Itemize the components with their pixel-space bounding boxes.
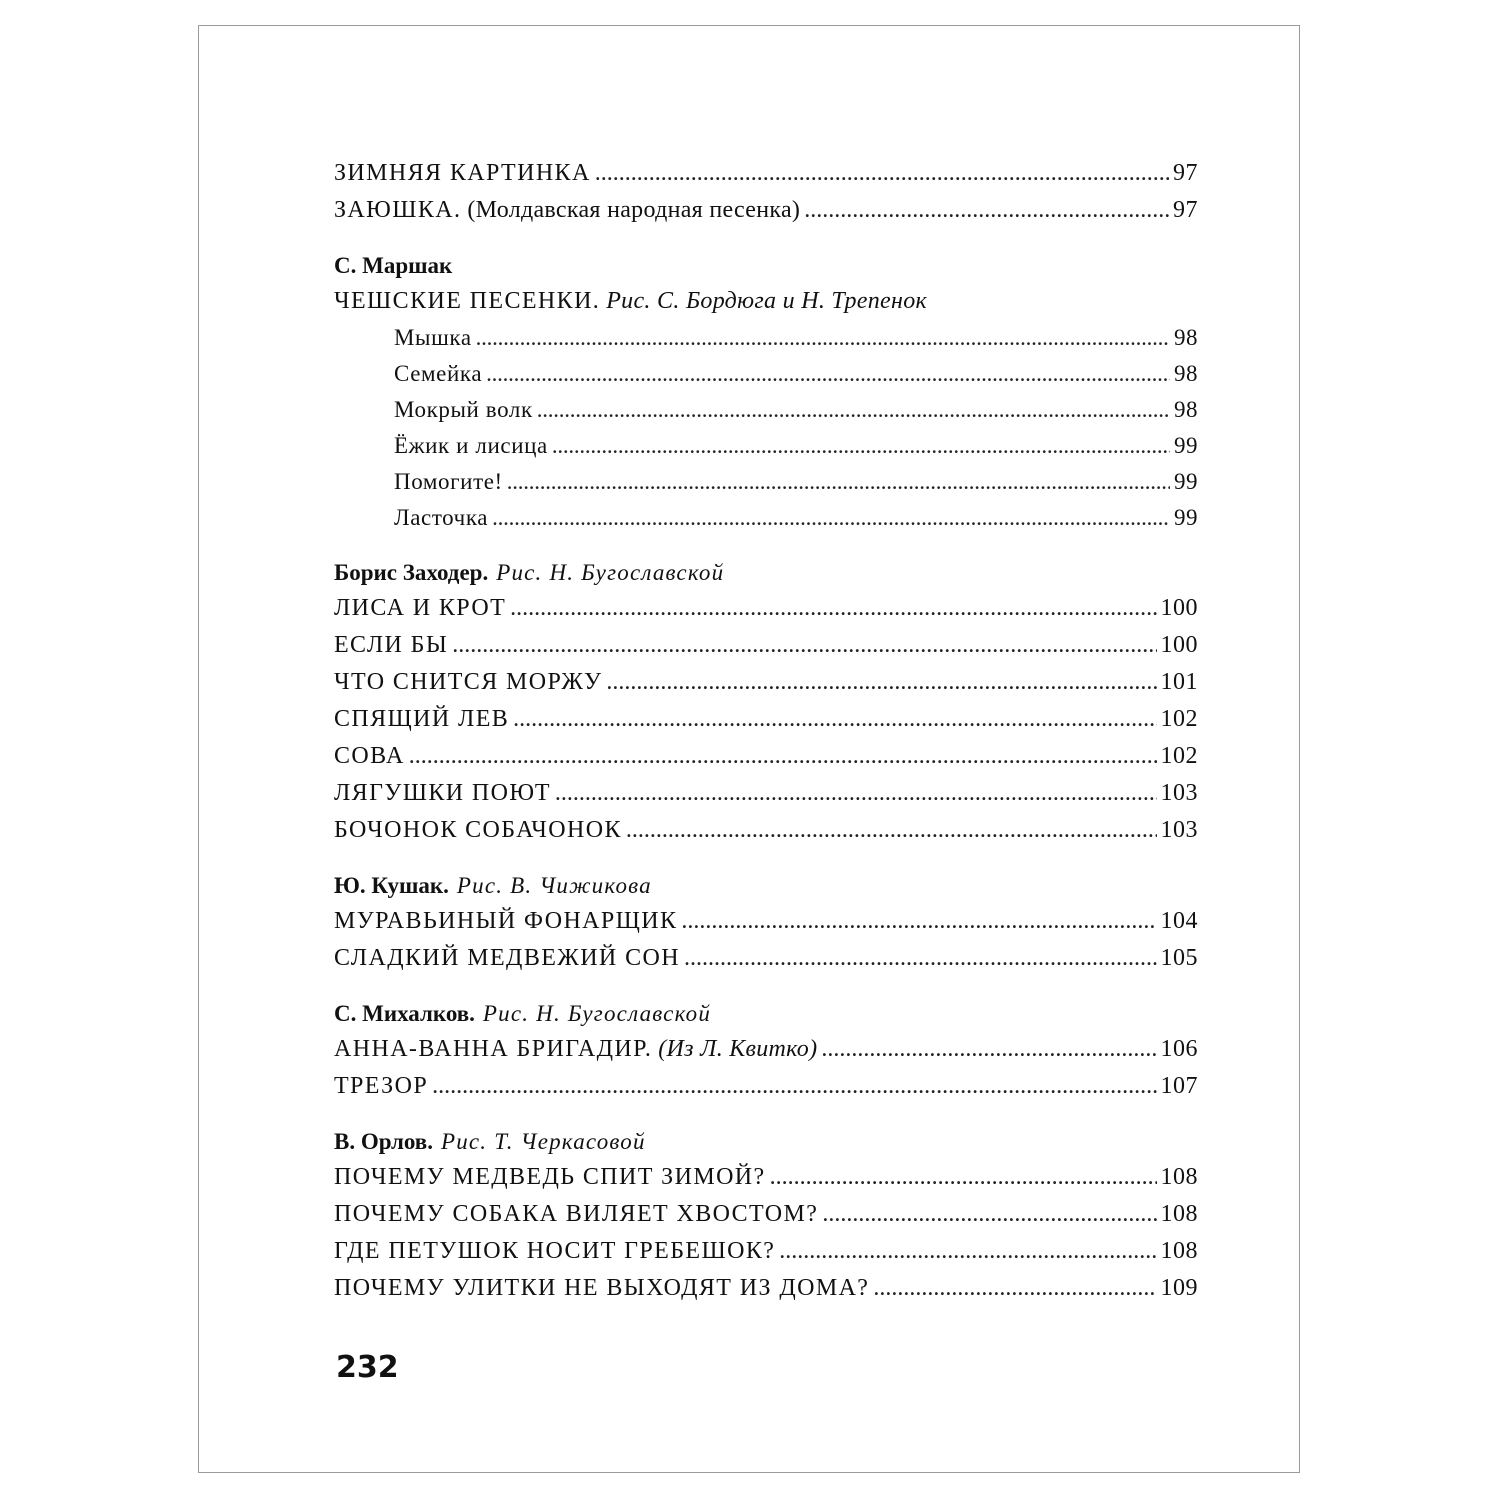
entry-page: 106 <box>1160 1036 1198 1062</box>
entry-page: 102 <box>1160 706 1198 732</box>
entry-title: ПОЧЕМУ СОБАКА ВИЛЯЕТ ХВОСТОМ? <box>334 1201 819 1227</box>
toc-entry <box>334 1196 1198 1233</box>
entry-title: ЛЯГУШКИ ПОЮТ <box>334 780 551 806</box>
section-gap <box>334 977 1198 997</box>
author-line <box>334 556 1198 590</box>
entry-page: 97 <box>1173 197 1198 223</box>
dot-leader <box>606 664 1156 701</box>
entry-page: 99 <box>1174 433 1198 458</box>
entry-page: 105 <box>1160 945 1198 971</box>
entry-title: СЛАДКИЙ МЕДВЕЖИЙ СОН <box>334 945 680 971</box>
dot-leader <box>552 428 1170 464</box>
dot-leader <box>513 701 1156 738</box>
author-line <box>334 249 1198 283</box>
entry-page: 104 <box>1160 908 1198 934</box>
entry-page: 108 <box>1160 1201 1198 1227</box>
dot-leader <box>595 155 1169 192</box>
dot-leader <box>486 356 1170 392</box>
entry-page: 100 <box>1160 595 1198 621</box>
dot-leader <box>492 500 1170 536</box>
entry-title: МУРАВЬИНЫЙ ФОНАРЩИК <box>334 908 678 934</box>
toc-entry <box>334 812 1198 849</box>
entry-page: 98 <box>1174 325 1198 350</box>
entry-page: 100 <box>1160 632 1198 658</box>
author-name: Борис Заходер. <box>334 560 489 585</box>
illustrator-note: Рис. Н. Бугославской <box>496 560 725 585</box>
toc-subentry <box>334 428 1198 464</box>
toc-group-heading <box>334 283 1198 320</box>
toc-subentry <box>334 500 1198 536</box>
dot-leader <box>476 320 1170 356</box>
dot-leader <box>510 590 1156 627</box>
entry-page: 98 <box>1174 361 1198 386</box>
toc-entry <box>334 1233 1198 1270</box>
toc-entry <box>334 627 1198 664</box>
entry-title: АННА-ВАННА БРИГАДИР. <box>334 1036 653 1062</box>
entry-note: (Молдавская народная песенка) <box>467 197 801 223</box>
entry-title: Мышка <box>394 325 472 350</box>
entry-page: 108 <box>1160 1164 1198 1190</box>
entry-page: 108 <box>1160 1238 1198 1264</box>
illustrator-note: Рис. С. Бордюга и Н. Трепенок <box>606 288 928 314</box>
entry-note: (Из Л. Квитко) <box>658 1036 818 1062</box>
section-gap <box>334 1105 1198 1125</box>
entry-title: БОЧОНОК СОБАЧОНОК <box>334 817 622 843</box>
dot-leader <box>873 1270 1156 1307</box>
entry-page: 103 <box>1160 817 1198 843</box>
dot-leader <box>409 738 1157 775</box>
dot-leader <box>507 464 1170 500</box>
illustrator-note: Рис. Т. Черкасовой <box>440 1129 646 1154</box>
dot-leader <box>626 812 1157 849</box>
entry-title: ЗИМНЯЯ КАРТИНКА <box>334 160 591 186</box>
toc-entry <box>334 155 1198 192</box>
dot-leader <box>537 392 1170 428</box>
author-line <box>334 1125 1198 1159</box>
toc-entry <box>334 192 1198 229</box>
entry-title: СОВА <box>334 743 405 769</box>
author-name: Ю. Кушак. <box>334 873 449 898</box>
dot-leader <box>681 903 1156 940</box>
dot-leader <box>684 940 1157 977</box>
entry-page: 97 <box>1173 160 1198 186</box>
dot-leader <box>452 627 1156 664</box>
author-line <box>334 997 1198 1031</box>
toc-entry <box>334 590 1198 627</box>
section-gap <box>334 229 1198 249</box>
entry-page: 98 <box>1174 397 1198 422</box>
entry-page: 99 <box>1174 505 1198 530</box>
author-name: С. Маршак <box>334 253 453 278</box>
toc-entry <box>334 940 1198 977</box>
toc-entry <box>334 738 1198 775</box>
illustrator-note: Рис. Н. Бугославской <box>482 1001 712 1026</box>
entry-title: ЗАЮШКА. <box>334 197 462 223</box>
toc-subentry <box>334 464 1198 500</box>
dot-leader <box>779 1233 1156 1270</box>
entry-title: ЧЕШСКИЕ ПЕСЕНКИ. <box>334 288 601 314</box>
dot-leader <box>822 1196 1156 1233</box>
toc-entry <box>334 903 1198 940</box>
toc-subentry <box>334 320 1198 356</box>
entry-title: Семейка <box>394 361 483 386</box>
section-gap <box>334 536 1198 556</box>
entry-title: ЛИСА И КРОТ <box>334 595 507 621</box>
entry-title: Помогите! <box>394 469 503 494</box>
toc-entry <box>334 701 1198 738</box>
toc-entry <box>334 775 1198 812</box>
page-number: 232 <box>336 1350 399 1385</box>
toc-entry <box>334 1270 1198 1307</box>
entry-title: СПЯЩИЙ ЛЕВ <box>334 706 510 732</box>
entry-page: 103 <box>1160 780 1198 806</box>
entry-page: 102 <box>1160 743 1198 769</box>
entry-title: Мокрый волк <box>394 397 533 422</box>
author-line <box>334 869 1198 903</box>
section-gap <box>334 849 1198 869</box>
illustrator-note: Рис. В. Чижикова <box>456 873 652 898</box>
entry-title: Ёжик и лисица <box>394 433 548 458</box>
entry-title: ТРЕЗОР <box>334 1073 429 1099</box>
toc-entry <box>334 1068 1198 1105</box>
dot-leader <box>770 1159 1157 1196</box>
entry-title: Ласточка <box>394 505 489 530</box>
entry-title: ЧТО СНИТСЯ МОРЖУ <box>334 669 603 695</box>
entry-page: 101 <box>1160 669 1198 695</box>
dot-leader <box>821 1031 1156 1068</box>
toc-entry <box>334 664 1198 701</box>
toc-entry <box>334 1159 1198 1196</box>
dot-leader <box>804 192 1169 229</box>
entry-page: 107 <box>1160 1073 1198 1099</box>
toc-entry <box>334 1031 1198 1068</box>
table-of-contents <box>334 155 1198 1307</box>
entry-title: ЕСЛИ БЫ <box>334 632 449 658</box>
entry-page: 99 <box>1174 469 1198 494</box>
entry-title: ПОЧЕМУ МЕДВЕДЬ СПИТ ЗИМОЙ? <box>334 1164 766 1190</box>
toc-subentry <box>334 392 1198 428</box>
toc-subentry <box>334 356 1198 392</box>
dot-leader <box>432 1068 1156 1105</box>
entry-page: 109 <box>1160 1275 1198 1301</box>
author-name: В. Орлов. <box>334 1129 433 1154</box>
entry-title: ГДЕ ПЕТУШОК НОСИТ ГРЕБЕШОК? <box>334 1238 776 1264</box>
author-name: С. Михалков. <box>334 1001 475 1026</box>
dot-leader <box>555 775 1157 812</box>
entry-title: ПОЧЕМУ УЛИТКИ НЕ ВЫХОДЯТ ИЗ ДОМА? <box>334 1275 870 1301</box>
